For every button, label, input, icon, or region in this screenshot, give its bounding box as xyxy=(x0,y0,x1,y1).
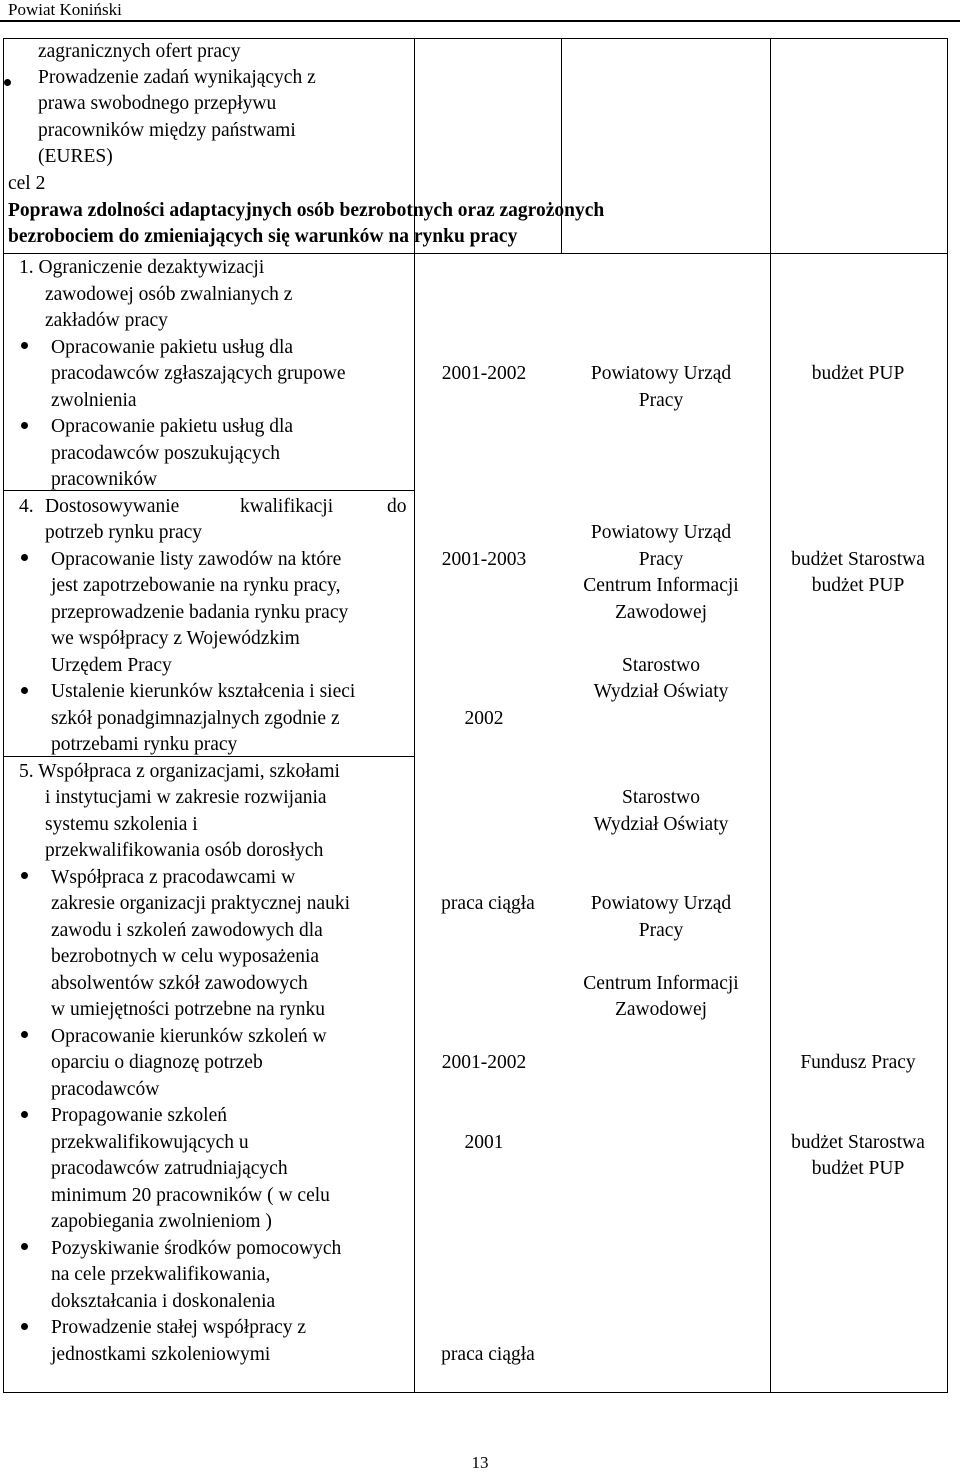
section5-funding2-line-2: budżet PUP xyxy=(811,1158,905,1179)
section5-heading-line-1: 5. Współpraca z organizacjami, szkołami xyxy=(19,761,340,782)
section5-bullet4-line-1: Pozyskiwanie środków pomocowych xyxy=(51,1238,342,1259)
section5-term-1: praca ciągła xyxy=(441,893,535,914)
section4-bullet1-line-1: Opracowanie listy zawodów na które xyxy=(51,549,342,570)
section5-bullet4-line-2: na cele przekwalifikowania, xyxy=(51,1264,271,1285)
bullet-dot xyxy=(21,872,28,879)
section1-bullet2-line-3: pracowników xyxy=(51,469,158,490)
section5-bullet1-line-2: zakresie organizacji praktycznej nauki xyxy=(51,893,351,914)
page-number: 13 xyxy=(471,1453,489,1472)
section5-bullet3-line-2: przekwalifikowujących u xyxy=(51,1132,249,1153)
bullet-dot xyxy=(21,1031,28,1038)
section5-bullet2-line-2: oparciu o diagnozę potrzeb xyxy=(51,1052,263,1073)
section5-funding-1: Fundusz Pracy xyxy=(800,1052,916,1073)
section5-term-4: praca ciągła xyxy=(441,1344,535,1365)
section5-bullet2-line-3: pracodawców xyxy=(51,1079,160,1100)
section5-responsible1-line-2: Wydział Oświaty xyxy=(593,814,729,835)
eures-line-2: prawa swobodnego przepływu xyxy=(38,93,277,114)
section4-responsible1-line-3: Centrum Informacji xyxy=(583,575,739,596)
section1-bullet1-line-1: Opracowanie pakietu usług dla xyxy=(51,337,294,358)
section5-heading-line-2: i instytucjami w zakresie rozwijania xyxy=(45,787,327,808)
bullet-dot xyxy=(21,687,28,694)
column-divider xyxy=(770,39,771,253)
section4-bullet2-line-3: potrzebami rynku pracy xyxy=(51,734,238,755)
section4-bullet1-line-4: we współpracy z Wojewódzkim xyxy=(51,628,300,649)
section5-bullet2-line-1: Opracowanie kierunków szkoleń w xyxy=(51,1026,327,1047)
goal-title-line-1: Poprawa zdolności adaptacyjnych osób bezrobotnych oraz zagrożonych xyxy=(8,200,605,221)
section4-term-2: 2002 xyxy=(464,708,504,729)
section4-funding-line-2: budżet PUP xyxy=(811,575,905,596)
section5-term-3: 2001 xyxy=(464,1132,504,1153)
section4-bullet2-line-1: Ustalenie kierunków kształcenia i sieci xyxy=(51,681,356,702)
plan-table xyxy=(3,38,948,1393)
section1-responsible-line-2: Pracy xyxy=(638,390,684,411)
bullet-dot xyxy=(21,422,28,429)
bullet-dot xyxy=(21,554,28,561)
section1-bullet1-line-3: zwolnienia xyxy=(51,390,137,411)
bullet-dot xyxy=(4,79,11,86)
section4-responsible1-line-2: Pracy xyxy=(638,549,684,570)
section5-bullet1-line-3: zawodu i szkoleń zawodowych dla xyxy=(51,920,323,941)
bullet-dot xyxy=(21,1243,28,1250)
section4-heading-word-1: Dostosowywanie xyxy=(45,496,180,517)
eures-line-3: pracowników między państwami xyxy=(38,120,296,141)
continuation-text: zagranicznych ofert pracy xyxy=(38,41,241,62)
section4-responsible2-line-1: Starostwo xyxy=(622,655,700,676)
section1-heading-line-3: zakładów pracy xyxy=(45,310,168,331)
column-divider xyxy=(414,253,415,1392)
section4-term-1: 2001-2003 xyxy=(441,549,527,570)
section4-bullet2-line-2: szkół ponadgimnazjalnych zgodnie z xyxy=(51,708,340,729)
section4-bullet1-line-2: jest zapotrzebowanie na rynku pracy, xyxy=(51,575,341,596)
section5-bullet3-line-3: pracodawców zatrudniających xyxy=(51,1158,288,1179)
header-rule xyxy=(0,20,960,22)
section5-bullet3-line-5: zapobiegania zwolnieniom ) xyxy=(51,1211,272,1232)
bullet-dot xyxy=(21,1111,28,1118)
section1-heading-line-2: zawodowej osób zwalnianych z xyxy=(45,284,293,305)
section4-bullet1-line-5: Urzędem Pracy xyxy=(51,655,172,676)
section4-heading-word-3: do xyxy=(387,496,407,517)
section4-responsible2-line-2: Wydział Oświaty xyxy=(593,681,729,702)
section1-term: 2001-2002 xyxy=(441,363,527,384)
section5-bullet5-line-1: Prowadzenie stałej współpracy z xyxy=(51,1317,307,1338)
section4-bullet1-line-3: przeprowadzenie badania rynku pracy xyxy=(51,602,349,623)
section5-responsible2-line-2: Pracy xyxy=(638,920,684,941)
column-divider xyxy=(414,39,415,253)
section5-responsible2-line-1: Powiatowy Urząd xyxy=(590,893,732,914)
section4-heading-line-2: potrzeb rynku pracy xyxy=(45,522,203,543)
section5-bullet1-line-5: absolwentów szkół zawodowych xyxy=(51,973,308,994)
section5-funding2-line-1: budżet Starostwa xyxy=(791,1132,925,1153)
section4-funding-line-1: budżet Starostwa xyxy=(791,549,925,570)
eures-line-4: (EURES) xyxy=(38,146,113,167)
section5-heading-line-4: przekwalifikowania osób dorosłych xyxy=(45,840,324,861)
section1-bullet2-line-2: pracodawców poszukujących xyxy=(51,443,281,464)
section1-funding: budżet PUP xyxy=(811,363,905,384)
eures-line-1: Prowadzenie zadań wynikających z xyxy=(38,67,316,88)
section5-bullet3-line-1: Propagowanie szkoleń xyxy=(51,1105,227,1126)
section4-heading-word-2: kwalifikacji xyxy=(240,496,334,517)
section5-responsible1-line-1: Starostwo xyxy=(622,787,700,808)
section5-term-2: 2001-2002 xyxy=(441,1052,527,1073)
goal-title-line-2: bezrobociem do zmieniających się warunków na rynku pracy xyxy=(8,226,518,247)
column-divider xyxy=(561,39,562,253)
section5-responsible3-line-1: Centrum Informacji xyxy=(583,973,739,994)
section5-heading-line-3: systemu szkolenia i xyxy=(45,814,198,835)
section5-bullet5-line-2: jednostkami szkoleniowymi xyxy=(51,1344,271,1365)
row-divider xyxy=(4,253,947,254)
section5-bullet3-line-4: minimum 20 pracowników ( w celu xyxy=(51,1185,330,1206)
section5-responsible3-line-2: Zawodowej xyxy=(614,999,708,1020)
section1-bullet1-line-2: pracodawców zgłaszających grupowe xyxy=(51,363,346,384)
section5-bullet1-line-6: w umiejętności potrzebne na rynku xyxy=(51,999,325,1020)
section5-bullet1-line-1: Współpraca z pracodawcami w xyxy=(51,867,296,888)
goal-label: cel 2 xyxy=(8,173,46,194)
bullet-dot xyxy=(21,342,28,349)
section1-heading-line-1: 1. Ograniczenie dezaktywizacji xyxy=(19,257,265,278)
section1-bullet2-line-1: Opracowanie pakietu usług dla xyxy=(51,416,294,437)
section4-heading-num: 4. xyxy=(19,496,34,517)
section5-bullet1-line-4: bezrobotnych w celu wyposażenia xyxy=(51,946,320,967)
section4-responsible1-line-1: Powiatowy Urząd xyxy=(590,522,732,543)
section1-responsible-line-1: Powiatowy Urząd xyxy=(590,363,732,384)
bullet-dot xyxy=(21,1323,28,1330)
column-divider xyxy=(770,253,771,1392)
section5-bullet4-line-3: dokształcania i doskonalenia xyxy=(51,1291,276,1312)
section4-responsible1-line-4: Zawodowej xyxy=(614,602,708,623)
page-header-title: Powiat Koniński xyxy=(8,0,122,19)
